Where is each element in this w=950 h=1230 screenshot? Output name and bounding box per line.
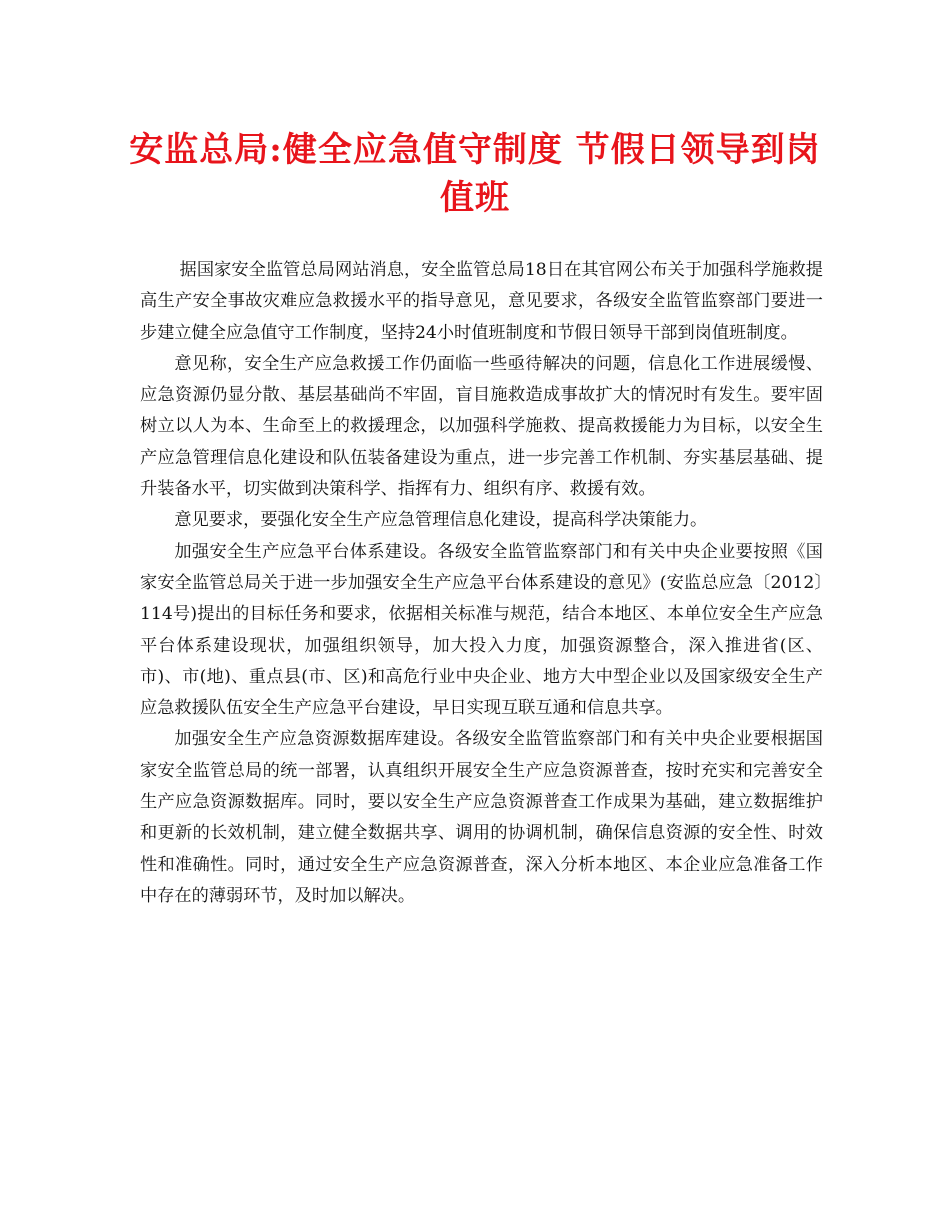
- paragraph-3: 意见要求，要强化安全生产应急管理信息化建设，提高科学决策能力。: [174, 510, 708, 531]
- paragraph-4: 加强安全生产应急平台体系建设。各级安全监管监察部门和有关中央企业要按照《国家安全监管总局关于进一步加强安全生产应急平台体系建设的意见》(安监总应急〔2012〕114号)提出的目标任务和要求，依据相关标准与规范，结合本地区、本单位安全生产应急平台体系建设现状，加强组织领导，加大投入力度，加强资源整合，深入推进省(区、市)、市(地)、重点县(市、区)和高危行业中央企业、地方大中型企业以及国家级安全生产应急救援队伍安全生产应急平台建设，早日实现互联互通和信息共享。: [140, 541, 823, 719]
- paragraph-5: 加强安全生产应急资源数据库建设。各级安全监管监察部门和有关中央企业要根据国家安全监管总局的统一部署，认真组织开展安全生产应急资源普查，按时充实和完善安全生产应急资源数据库。同时，要以安全生产应急资源普查工作成果为基础，建立数据维护和更新的长效机制，建立健全数据共享、调用的协调机制，确保信息资源的安全性、时效性和准确性。同时，通过安全生产应急资源普查，深入分析本地区、本企业应急准备工作中存在的薄弱环节，及时加以解决。: [140, 729, 823, 906]
- article-body: [140, 255, 823, 912]
- document-title: 安监总局:健全应急值守制度 节假日领导到岗值班: [129, 130, 821, 218]
- paragraph-1: 据国家安全监管总局网站消息，安全监管总局18日在其官网公布关于加强科学施救提高生产安全事故灾难应急救援水平的指导意见，意见要求，各级安全监管监察部门要进一步建立健全应急值守工作制度，坚持24小时值班制度和节假日领导干部到岗值班制度。: [140, 260, 823, 343]
- paragraph-2: 意见称，安全生产应急救援工作仍面临一些亟待解决的问题，信息化工作进展缓慢、应急资源仍显分散、基层基础尚不牢固，盲目施救造成事故扩大的情况时有发生。要牢固树立以人为本、生命至上的救援理念，以加强科学施救、提高救援能力为目标，以安全生产应急管理信息化建设和队伍装备建设为重点，进一步完善工作机制、夯实基层基础、提升装备水平，切实做到决策科学、指挥有力、组织有序、救援有效。: [140, 353, 823, 500]
